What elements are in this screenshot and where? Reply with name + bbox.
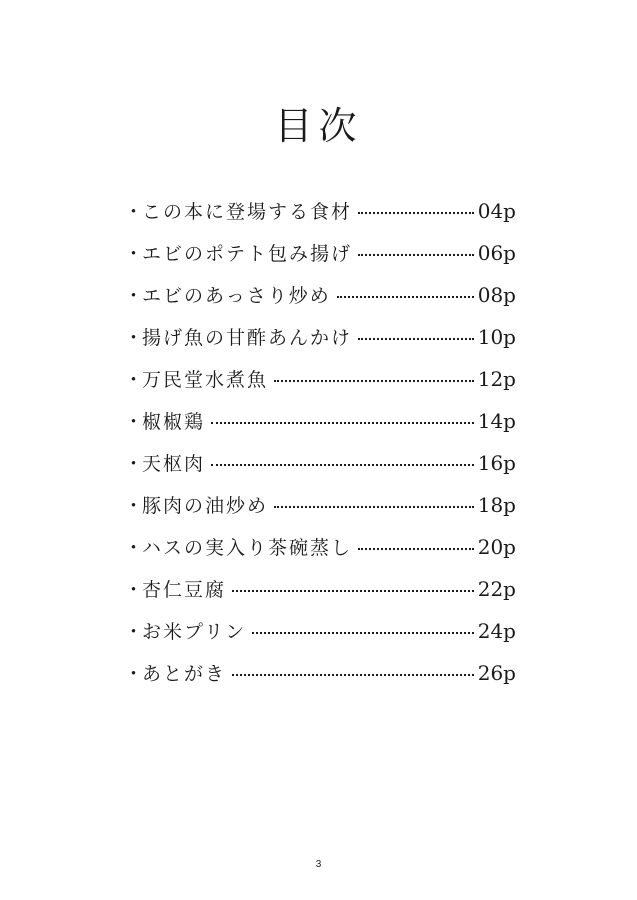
toc-bullet: ・ [124,453,144,475]
toc-entry [124,526,516,568]
toc-entry-title: お米プリン [142,621,247,643]
toc-page-ref: 24p [477,619,516,643]
dot-leader [274,506,474,508]
toc-entry [124,358,516,400]
page-number: 3 [315,859,322,870]
toc-page-ref: 06p [477,241,516,265]
toc-entry [124,484,516,526]
toc-entry-title: 万民堂水煮魚 [142,369,269,391]
toc-entry-title: エビのあっさり炒め [142,285,331,307]
dot-leader [211,464,474,466]
toc-page-ref: 10p [477,325,516,349]
toc-entry-title: 豚肉の油炒め [142,495,269,517]
toc-page-ref: 04p [477,199,516,223]
toc-page-ref: 20p [477,535,516,559]
toc-bullet: ・ [124,327,144,349]
toc-bullet: ・ [124,621,144,643]
page-title: 目次 [274,104,363,149]
toc-bullet: ・ [124,495,144,517]
toc-bullet: ・ [124,285,144,307]
table-of-contents [124,190,516,694]
toc-entry-title: 揚げ魚の甘酢あんかけ [142,327,353,349]
toc-bullet: ・ [124,663,144,685]
dot-leader [232,590,474,592]
toc-page-ref: 12p [477,367,516,391]
toc-entry-title: 天枢肉 [142,453,206,475]
toc-page-ref: 14p [477,409,516,433]
toc-entry [124,568,516,610]
toc-entry-title: ハスの実入り茶碗蒸し [142,537,353,559]
toc-entry-title: 椒椒鶏 [142,411,206,433]
dot-leader [358,548,474,550]
toc-bullet: ・ [124,579,144,601]
dot-leader [232,674,474,676]
toc-entry-title: この本に登場する食材 [142,201,353,223]
dot-leader [358,254,474,256]
toc-entry-title: あとがき [142,663,227,685]
toc-entry [124,610,516,652]
dot-leader [337,296,474,298]
dot-leader [358,338,474,340]
toc-page-ref: 08p [477,283,516,307]
toc-bullet: ・ [124,411,144,433]
toc-page-ref: 22p [477,577,516,601]
toc-bullet: ・ [124,369,144,391]
toc-entry [124,442,516,484]
dot-leader [358,212,474,214]
toc-entry [124,232,516,274]
toc-entry [124,274,516,316]
toc-page-ref: 16p [477,451,516,475]
toc-entry-title: 杏仁豆腐 [142,579,227,601]
toc-entry [124,652,516,694]
toc-bullet: ・ [124,201,144,223]
toc-bullet: ・ [124,243,144,265]
toc-entry [124,316,516,358]
toc-page-ref: 26p [477,661,516,685]
dot-leader [252,632,473,634]
toc-bullet: ・ [124,537,144,559]
toc-page-ref: 18p [477,493,516,517]
toc-entry [124,400,516,442]
dot-leader [274,380,474,382]
dot-leader [211,422,474,424]
toc-entry [124,190,516,232]
toc-entry-title: エビのポテト包み揚げ [142,243,353,265]
